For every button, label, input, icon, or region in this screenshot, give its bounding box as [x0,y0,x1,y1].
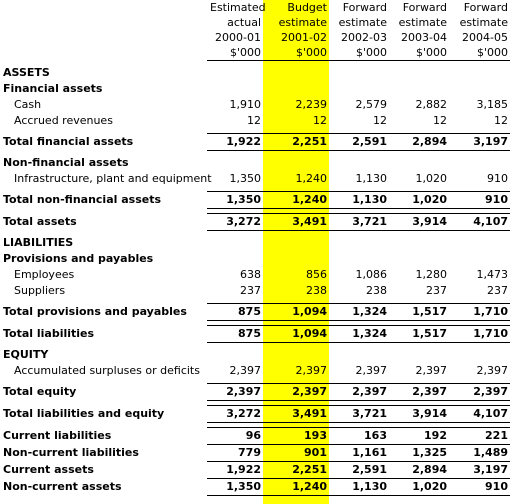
value-cell [329,347,389,363]
row-label: Suppliers [14,284,66,297]
row-label: Accumulated surpluses or deficits [14,364,200,377]
value-cell: 1,489 [473,446,508,459]
header-cell: Forward [342,1,387,14]
value-cell: 3,272 [207,406,263,423]
value-cell [207,235,263,251]
row-label: Total liabilities [3,327,95,340]
value-cell: 2,894 [389,134,449,151]
value-cell [329,81,389,97]
value-cell: 1,130 [355,172,387,185]
total-row [0,214,510,231]
value-cell: 2,397 [263,384,329,401]
row-label: Employees [14,268,75,281]
value-cell: 4,107 [449,214,510,231]
value-cell: 1,922 [207,134,263,151]
value-cell: 2,397 [389,384,449,401]
value-cell: 1,517 [389,326,449,343]
value-cell [263,65,329,81]
value-cell: 2,579 [355,98,387,111]
total-row [0,479,510,496]
value-cell: 237 [240,284,261,297]
total-row [0,428,510,445]
value-cell: 2,894 [389,462,449,479]
value-cell [389,251,449,267]
value-cell: 1,086 [355,268,387,281]
value-cell: 1,517 [389,304,449,321]
value-cell: 1,710 [449,304,510,321]
value-cell: 1,324 [329,304,389,321]
value-cell: 1,350 [207,479,263,496]
value-cell: 2,239 [295,98,327,111]
value-cell [389,155,449,171]
value-cell [389,65,449,81]
value-cell: 1,094 [263,304,329,321]
section-heading-row [0,251,510,267]
value-cell: 12 [373,114,387,127]
value-cell: 1,240 [295,172,327,185]
value-cell: 2,397 [415,364,447,377]
value-cell [263,81,329,97]
value-cell: 2,397 [476,364,508,377]
value-cell [449,251,510,267]
value-cell [263,251,329,267]
value-cell [449,347,510,363]
value-cell: 875 [207,326,263,343]
value-cell: 163 [329,428,389,445]
value-cell [389,235,449,251]
value-cell [263,235,329,251]
table-body [0,61,510,496]
row-label: Total liabilities and equity [3,407,165,420]
value-cell: 1,020 [389,479,449,496]
header-cell: Forward [402,1,447,14]
total-row [0,134,510,151]
header-cell: $'000 [207,45,263,61]
value-cell: 1,161 [352,446,387,459]
value-cell: 1,910 [229,98,261,111]
row-label: Accrued revenues [14,114,113,127]
value-cell: 2,251 [263,134,329,151]
header-row-4 [0,45,510,61]
value-cell: 238 [306,284,327,297]
row-label: LIABILITIES [3,236,74,249]
value-cell: 3,914 [389,406,449,423]
row-label: Non-financial assets [3,156,129,169]
value-cell: 3,197 [449,462,510,479]
value-cell: 3,491 [263,406,329,423]
header-cell: estimate [338,16,387,29]
value-cell: 12 [313,114,327,127]
row-label: Financial assets [3,82,103,95]
row-label: Total equity [3,385,77,398]
header-cell: actual [227,16,261,29]
value-cell: 638 [240,268,261,281]
section-heading-row [0,235,510,251]
section-heading-row [0,65,510,81]
value-cell [263,155,329,171]
total-row [0,462,510,479]
row-label: EQUITY [3,348,49,361]
value-cell: 1,710 [449,326,510,343]
value-cell: 1,240 [263,192,329,209]
row-label: ASSETS [3,66,50,79]
value-cell: 238 [366,284,387,297]
header-cell: Budget [287,1,327,14]
header-row-2 [0,15,510,30]
header-cell: $'000 [263,45,329,61]
row-label: Infrastructure, plant and equipment [14,172,212,185]
value-cell: 1,473 [476,268,508,281]
value-cell: 875 [207,304,263,321]
value-cell [389,347,449,363]
row-label: Current liabilities [3,429,112,442]
table-row [0,267,510,283]
value-cell: 2,591 [329,462,389,479]
value-cell: 3,185 [476,98,508,111]
table-row [0,171,510,187]
value-cell: 910 [449,479,510,496]
value-cell: 12 [433,114,447,127]
value-cell: 901 [304,446,327,459]
value-cell: 1,020 [389,192,449,209]
row-label: Total provisions and payables [3,305,187,318]
header-cell: estimate [459,16,508,29]
section-heading-row [0,347,510,363]
value-cell: 221 [449,428,510,445]
header-cell: Forward [463,1,508,14]
value-cell: 3,197 [449,134,510,151]
table-header [0,0,510,61]
value-cell [449,235,510,251]
total-row [0,445,510,462]
header-cell: 2001-02 [281,31,327,44]
row-label: Non-current liabilities [3,446,139,459]
row-label: Non-current assets [3,480,122,493]
table-row [0,97,510,113]
header-cell: 2002-03 [341,31,387,44]
section-heading-row [0,155,510,171]
value-cell: 12 [494,114,508,127]
value-cell: 2,397 [449,384,510,401]
value-cell: 237 [426,284,447,297]
total-row [0,406,510,423]
value-cell: 1,130 [329,479,389,496]
header-cell: $'000 [449,45,510,61]
value-cell: 2,882 [415,98,447,111]
header-cell: 2003-04 [401,31,447,44]
value-cell: 237 [487,284,508,297]
value-cell: 1,020 [415,172,447,185]
row-label: Total non-financial assets [3,193,162,206]
value-cell: 3,914 [389,214,449,231]
value-cell [329,235,389,251]
total-row [0,192,510,209]
header-cell: $'000 [329,45,389,61]
row-label: Provisions and payables [3,252,154,265]
header-cell: Estimated [210,1,266,14]
row-label: Cash [14,98,42,111]
section-heading-row [0,81,510,97]
value-cell [207,347,263,363]
value-cell: 1,350 [207,192,263,209]
value-cell: 2,251 [263,462,329,479]
value-cell: 3,721 [329,214,389,231]
value-cell [389,81,449,97]
value-cell: 3,721 [329,406,389,423]
value-cell [207,155,263,171]
value-cell: 2,397 [229,364,261,377]
value-cell: 1,094 [263,326,329,343]
value-cell: 856 [306,268,327,281]
value-cell: 193 [263,428,329,445]
value-cell: 4,107 [449,406,510,423]
total-row [0,384,510,401]
value-cell [449,65,510,81]
header-row-3 [0,30,510,45]
row-label: Total assets [3,215,77,228]
total-row [0,326,510,343]
value-cell: 2,397 [355,364,387,377]
header-cell: 2000-01 [215,31,261,44]
value-cell: 910 [487,172,508,185]
value-cell: 192 [389,428,449,445]
value-cell [263,347,329,363]
value-cell: 779 [238,446,261,459]
total-row [0,304,510,321]
value-cell: 2,397 [207,384,263,401]
value-cell: 1,325 [412,446,447,459]
value-cell: 2,397 [295,364,327,377]
value-cell: 1,350 [229,172,261,185]
header-cell: $'000 [389,45,449,61]
value-cell: 3,272 [207,214,263,231]
header-cell: 2004-05 [462,31,508,44]
row-label: Total financial assets [3,135,134,148]
value-cell: 1,324 [329,326,389,343]
value-cell: 2,397 [329,384,389,401]
value-cell [207,251,263,267]
value-cell [449,155,510,171]
value-cell: 1,240 [263,479,329,496]
value-cell: 96 [207,428,263,445]
table-row [0,283,510,299]
table-row [0,113,510,129]
value-cell: 2,591 [329,134,389,151]
value-cell [329,251,389,267]
value-cell: 910 [449,192,510,209]
header-cell: estimate [278,16,327,29]
row-label: Current assets [3,463,94,476]
header-cell: estimate [398,16,447,29]
value-cell [207,65,263,81]
value-cell [329,65,389,81]
value-cell: 3,491 [263,214,329,231]
value-cell [449,81,510,97]
value-cell [207,81,263,97]
value-cell: 1,130 [329,192,389,209]
value-cell [329,155,389,171]
value-cell: 12 [247,114,261,127]
table-row [0,363,510,379]
value-cell: 1,280 [415,268,447,281]
value-cell: 1,922 [207,462,263,479]
header-row-1 [0,0,510,15]
